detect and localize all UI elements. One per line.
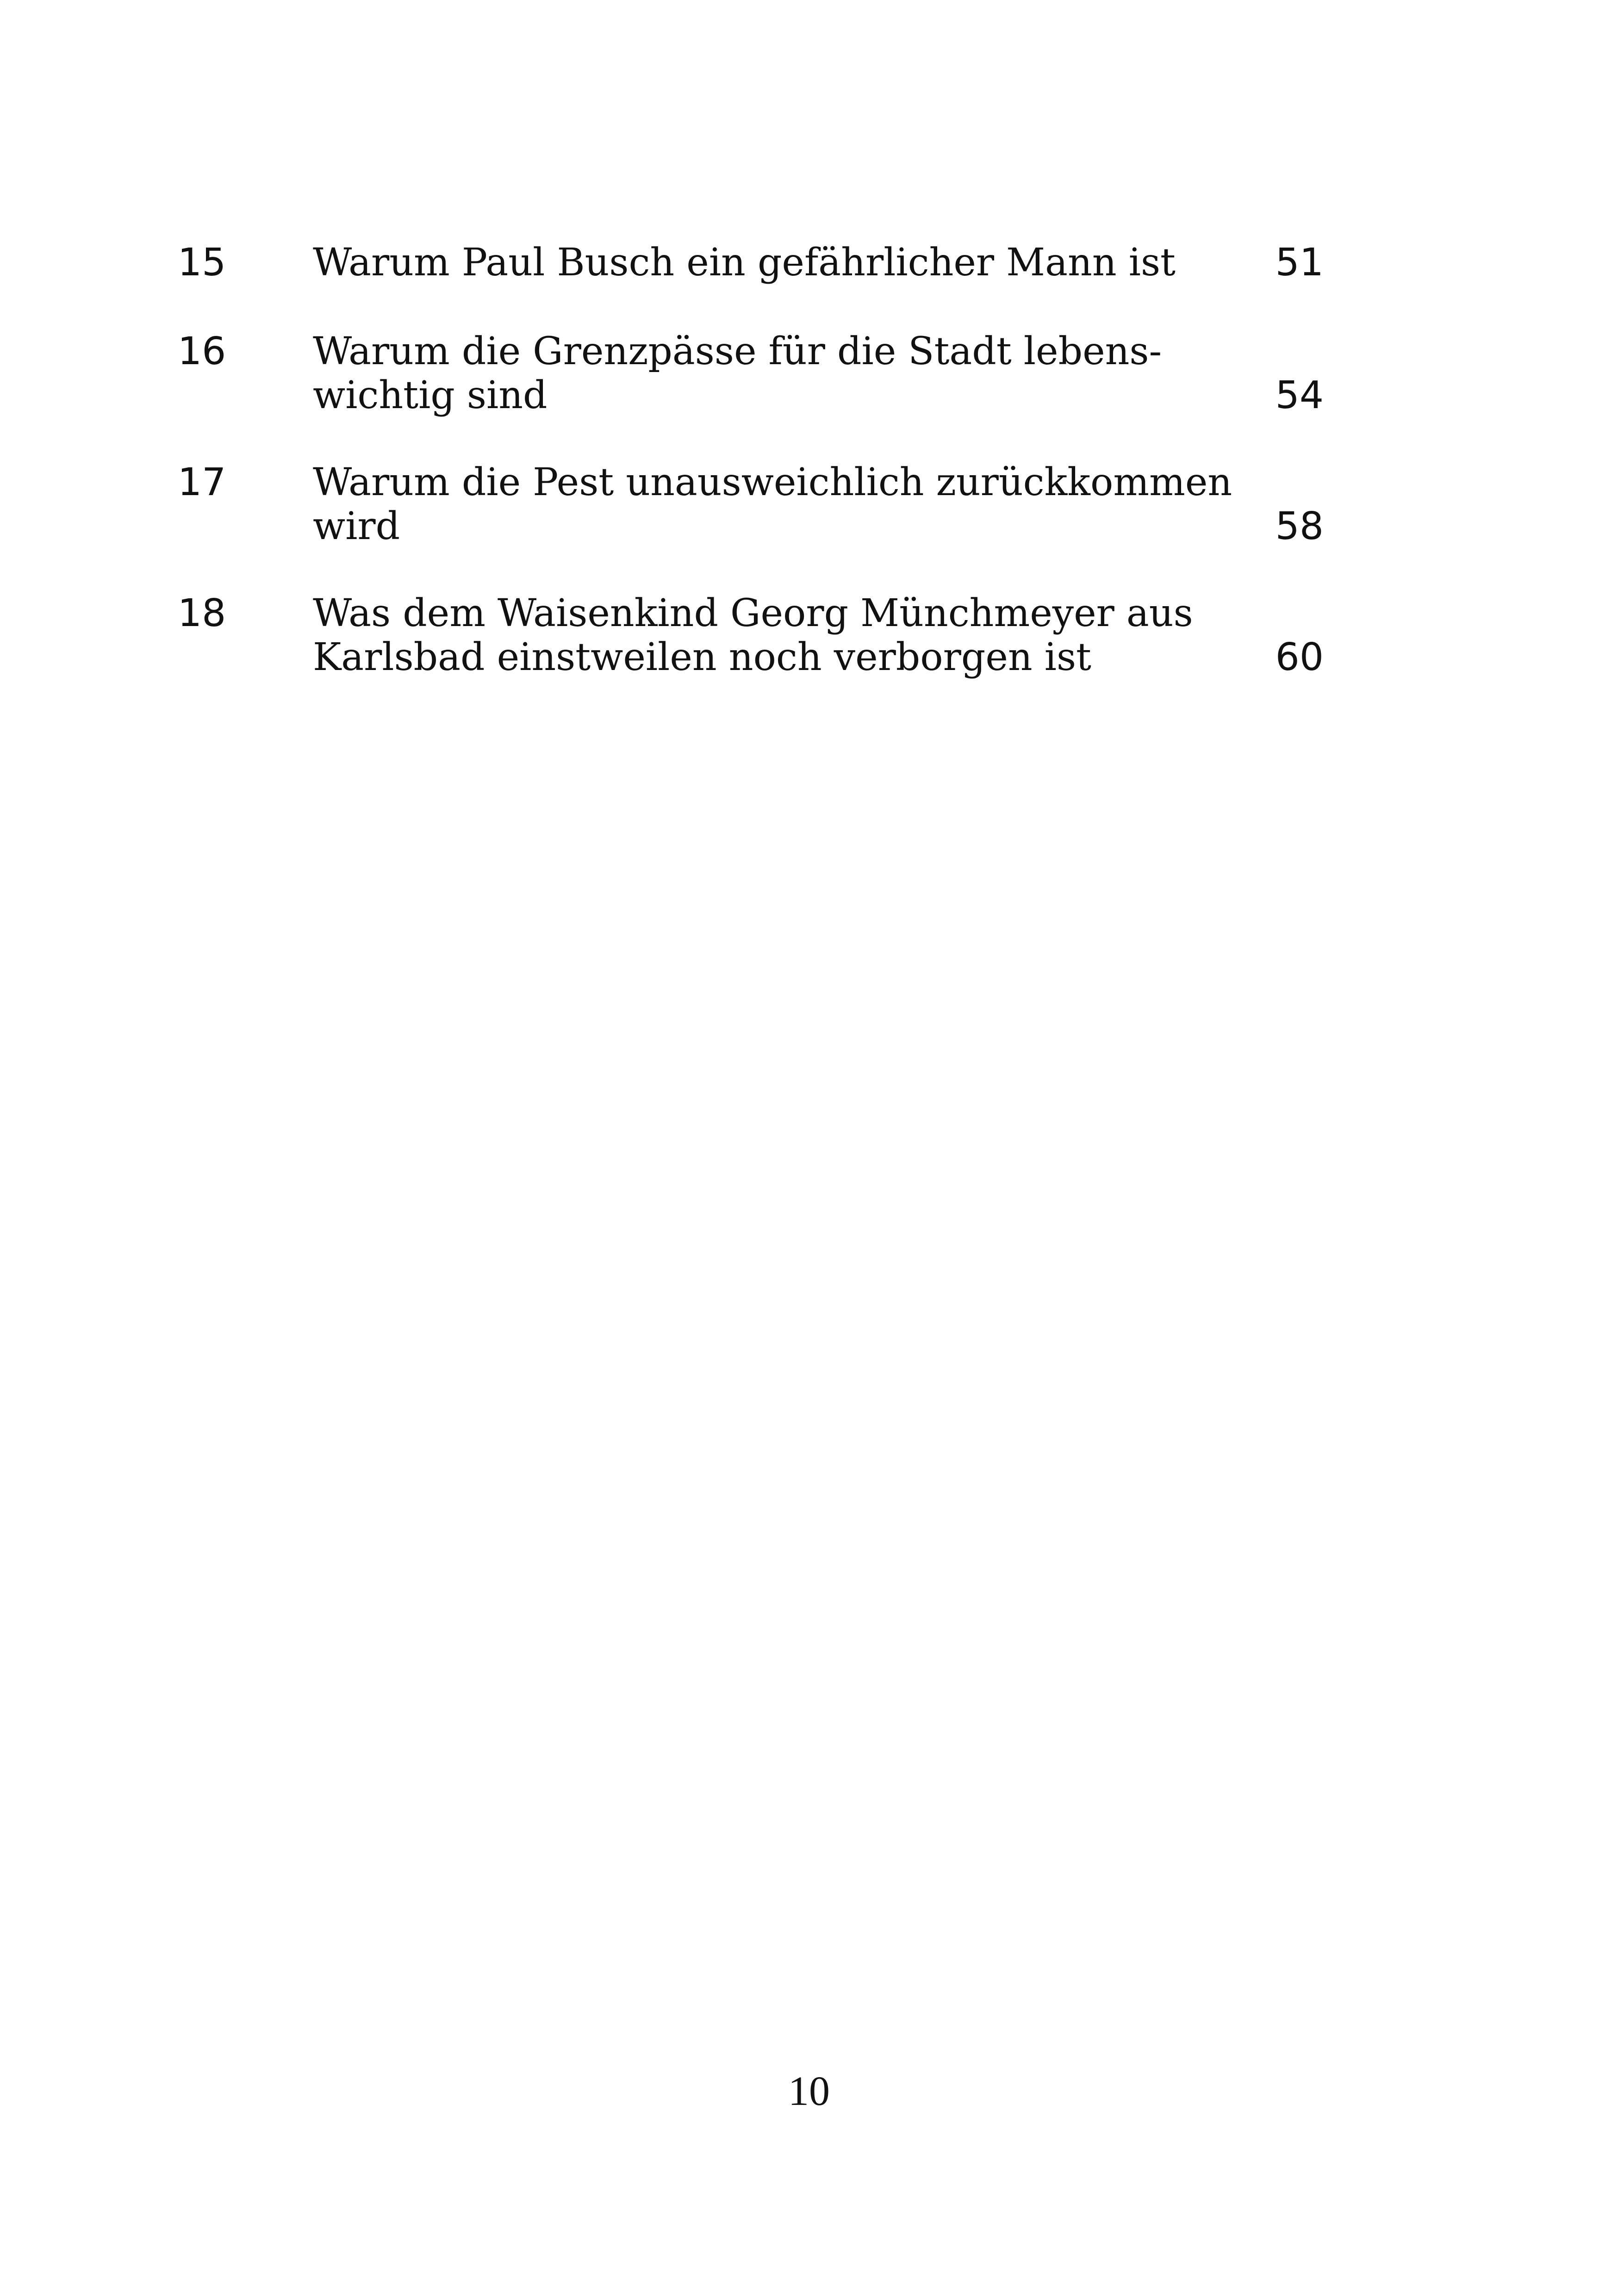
chapter-title <box>313 591 1257 679</box>
chapter-number: 18 <box>178 591 226 635</box>
chapter-page-number: 58 <box>1275 504 1324 548</box>
chapter-title-line: Karlsbad einstweilen noch verborgen ist <box>313 635 1092 679</box>
chapter-title-line: Warum Paul Busch ein gefährlicher Mann ist <box>313 241 1176 285</box>
chapter-title-line: Warum die Grenzpässe für die Stadt lebens- <box>313 329 1162 373</box>
chapter-title-line: wichtig sind <box>313 373 548 417</box>
chapter-title <box>313 241 1257 285</box>
chapter-title <box>313 460 1257 548</box>
table-of-contents <box>0 0 1618 740</box>
page-number: 10 <box>788 2068 830 2114</box>
chapter-number: 15 <box>178 241 226 285</box>
chapter-page-number: 51 <box>1275 241 1324 285</box>
chapter-title-line: Warum die Pest unausweichlich zurückkommen <box>313 460 1232 504</box>
chapter-page-number: 54 <box>1275 373 1324 417</box>
chapter-title <box>313 329 1257 417</box>
chapter-title-line: Was dem Waisenkind Georg Münchmeyer aus <box>313 591 1193 635</box>
chapter-title-line: wird <box>313 504 400 548</box>
chapter-number: 16 <box>178 329 226 373</box>
chapter-number: 17 <box>178 460 226 504</box>
chapter-page-number: 60 <box>1275 635 1324 679</box>
